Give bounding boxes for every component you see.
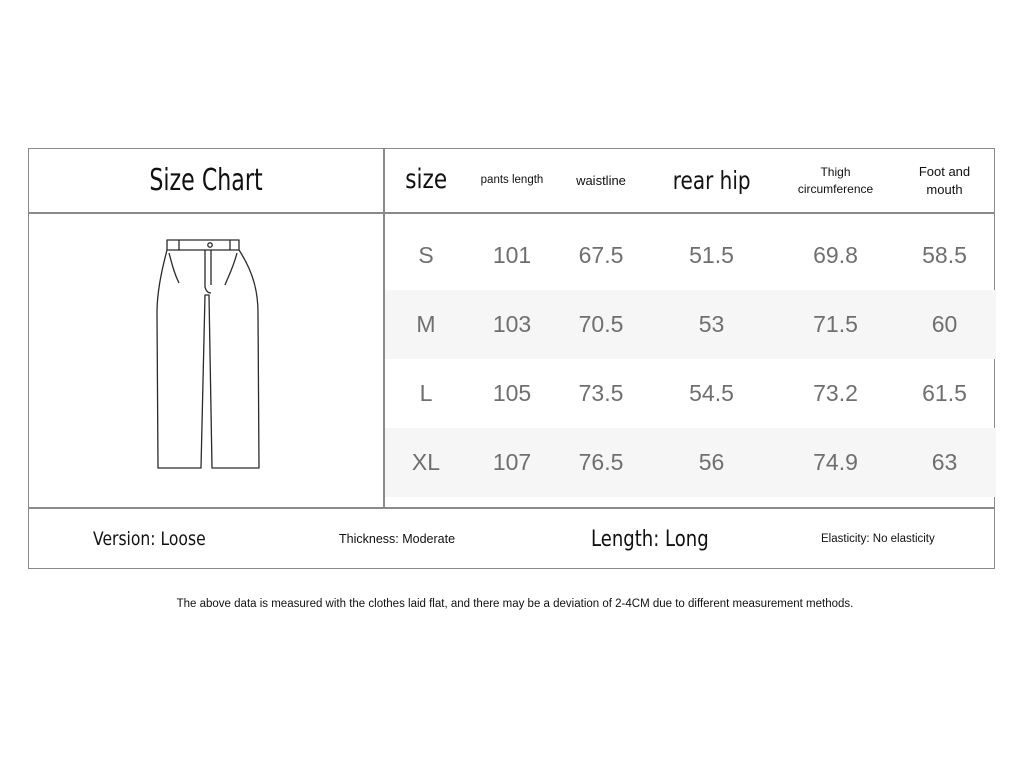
- cell-thigh: 71.5: [813, 311, 858, 337]
- cell-pants-length: 107: [492, 449, 532, 475]
- cell-waistline: 73.5: [578, 380, 624, 406]
- cell-foot: 60: [931, 311, 958, 337]
- cell-foot: 63: [931, 449, 958, 475]
- cell-foot: 61.5: [922, 380, 967, 406]
- pants-icon: [29, 213, 383, 507]
- cell-pants-length: 101: [492, 242, 532, 268]
- cell-size: M: [416, 311, 436, 337]
- cell-thigh: 69.8: [813, 242, 858, 268]
- table-row: [385, 428, 996, 497]
- cell-rear-hip: 54.5: [689, 380, 734, 406]
- size-chart-table: [28, 148, 995, 569]
- length-label: Length: Long: [591, 526, 709, 552]
- cell-waistline: 67.5: [578, 242, 624, 268]
- header-pants-length: pants length: [480, 173, 544, 186]
- table-row: [385, 359, 996, 428]
- cell-rear-hip: 56: [698, 449, 725, 475]
- cell-size: XL: [411, 449, 441, 475]
- cell-rear-hip: 53: [698, 311, 725, 337]
- size-chart-title: Size Chart: [149, 163, 263, 198]
- cell-rear-hip: 51.5: [689, 242, 734, 268]
- header-thigh-circumference: Thigh circumference: [797, 165, 874, 196]
- header-size: size: [405, 164, 447, 196]
- cell-foot: 58.5: [922, 242, 967, 268]
- elasticity-label: Elasticity: No elasticity: [821, 533, 935, 545]
- cell-pants-length: 103: [492, 311, 532, 337]
- cell-pants-length: 105: [492, 380, 532, 406]
- pants-illustration: [29, 213, 383, 507]
- measurement-note: The above data is measured with the clothes laid flat, and there may be a deviation of 2-4CM due to different measurement methods.: [176, 598, 854, 610]
- cell-thigh: 74.9: [813, 449, 858, 475]
- version-label: Version: Loose: [93, 528, 206, 550]
- table-row: [385, 290, 996, 359]
- table-row: [385, 221, 996, 290]
- cell-size: L: [419, 380, 433, 406]
- cell-waistline: 76.5: [578, 449, 624, 475]
- header-rear-hip: rear hip: [672, 165, 751, 195]
- cell-size: S: [418, 242, 434, 268]
- thickness-label: Thickness: Moderate: [339, 532, 456, 546]
- cell-thigh: 73.2: [813, 380, 858, 406]
- header-foot-mouth: Foot and mouth: [918, 163, 971, 197]
- cell-waistline: 70.5: [578, 311, 624, 337]
- header-waistline: waistline: [576, 172, 626, 188]
